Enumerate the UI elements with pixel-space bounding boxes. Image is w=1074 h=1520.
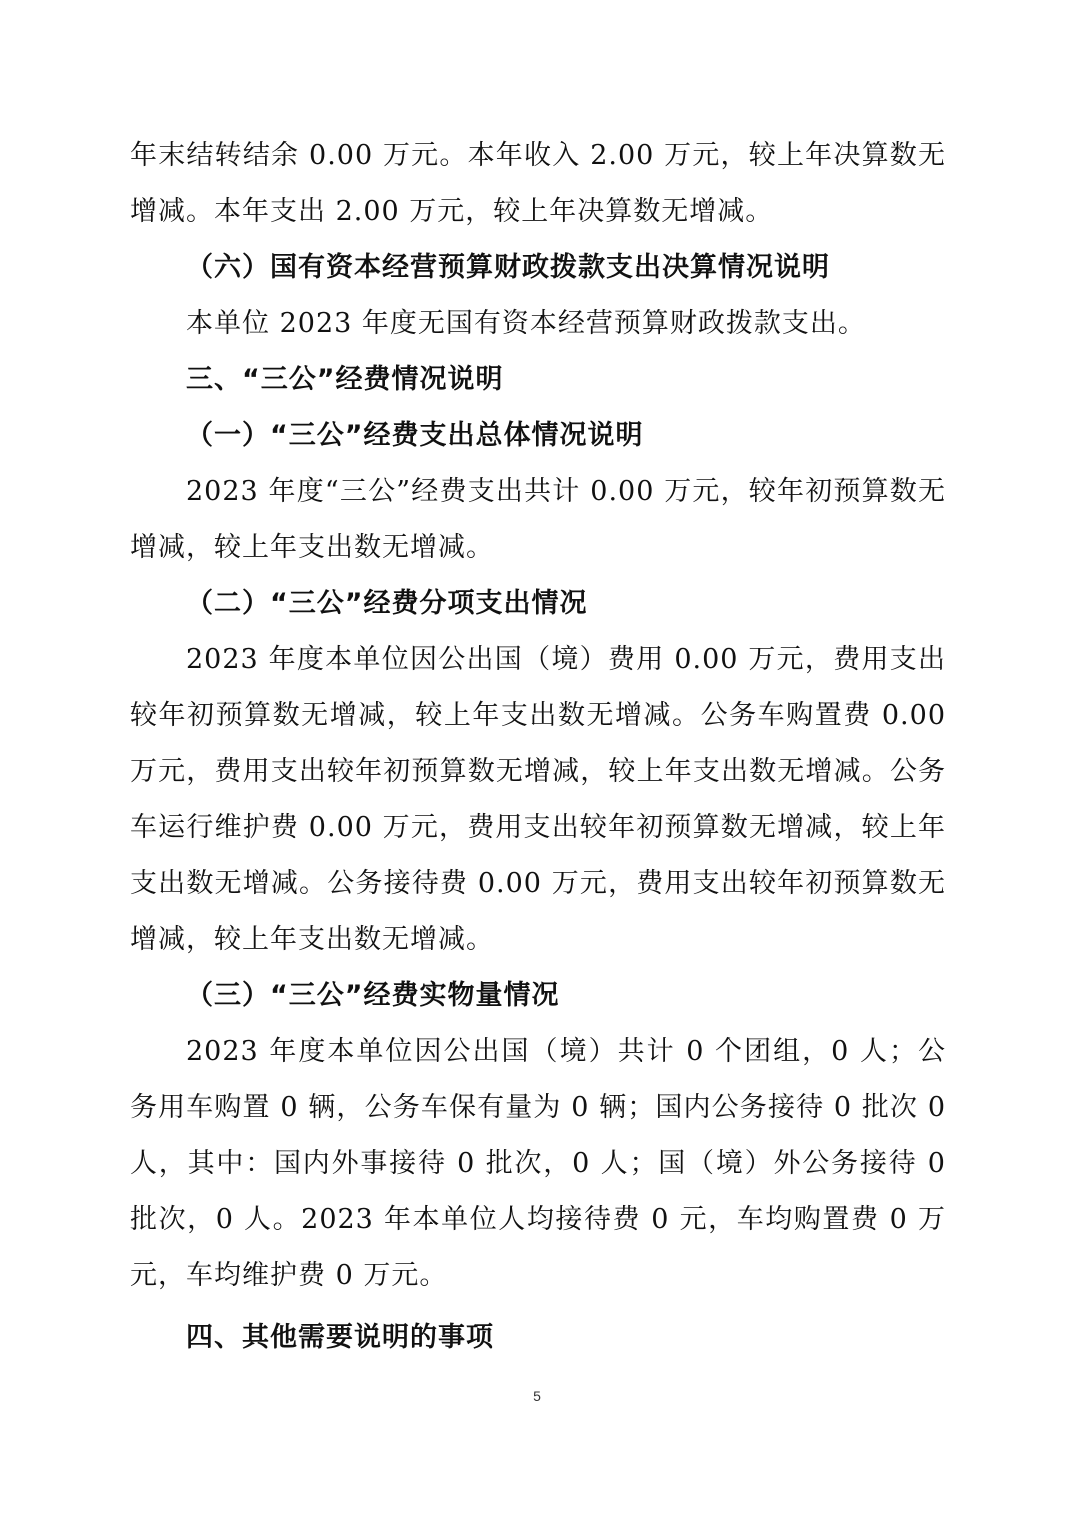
paragraph-state-capital-budget: 本单位 2023 年度无国有资本经营预算财政拨款支出。 [186,308,866,339]
section-heading-three-public-expenses: 三、“三公”经费情况说明 [186,364,504,395]
section-heading-other-matters: 四、其他需要说明的事项 [186,1322,494,1353]
section-heading-itemized-expenses: （二）“三公”经费分项支出情况 [186,588,588,619]
page-number: 5 [533,1388,541,1404]
section-heading-physical-quantities: （三）“三公”经费实物量情况 [186,980,560,1011]
paragraph-physical-quantities: 2023 年度本单位因公出国（境）共计 0 个团组，0 人；公务用车购置 0 辆，公务车保有量为 0 辆；国内公务接待 0 批次 0 人，其中：国内外事接待 0 批次，0 人；国（境）外公务接待 0 批次，0 人。2023 年本单位人均接待费 0 元，车均购置费 0 万元，车均维护费 0 万元。 [130,1036,946,1291]
paragraph-overall-expenses: 2023 年度“三公”经费支出共计 0.00 万元，较年初预算数无增减，较上年支出数无增减。 [130,476,946,563]
paragraph-itemized-expenses: 2023 年度本单位因公出国（境）费用 0.00 万元，费用支出较年初预算数无增减，较上年支出数无增减。公务车购置费 0.00 万元，费用支出较年初预算数无增减，较上年支出数无增减。公务车运行维护费 0.00 万元，费用支出较年初预算数无增减，较上年支出数无增减。公务接待费 0.00 万元，费用支出较年初预算数无增减，较上年支出数无增减。 [130,644,946,955]
section-heading-state-capital-budget: （六）国有资本经营预算财政拨款支出决算情况说明 [186,252,830,283]
paragraph-carryover-summary: 年末结转结余 0.00 万元。本年收入 2.00 万元，较上年决算数无增减。本年支出 2.00 万元，较上年决算数无增减。 [130,140,946,227]
section-heading-overall-expenses: （一）“三公”经费支出总体情况说明 [186,420,644,451]
page-content [130,128,946,1366]
